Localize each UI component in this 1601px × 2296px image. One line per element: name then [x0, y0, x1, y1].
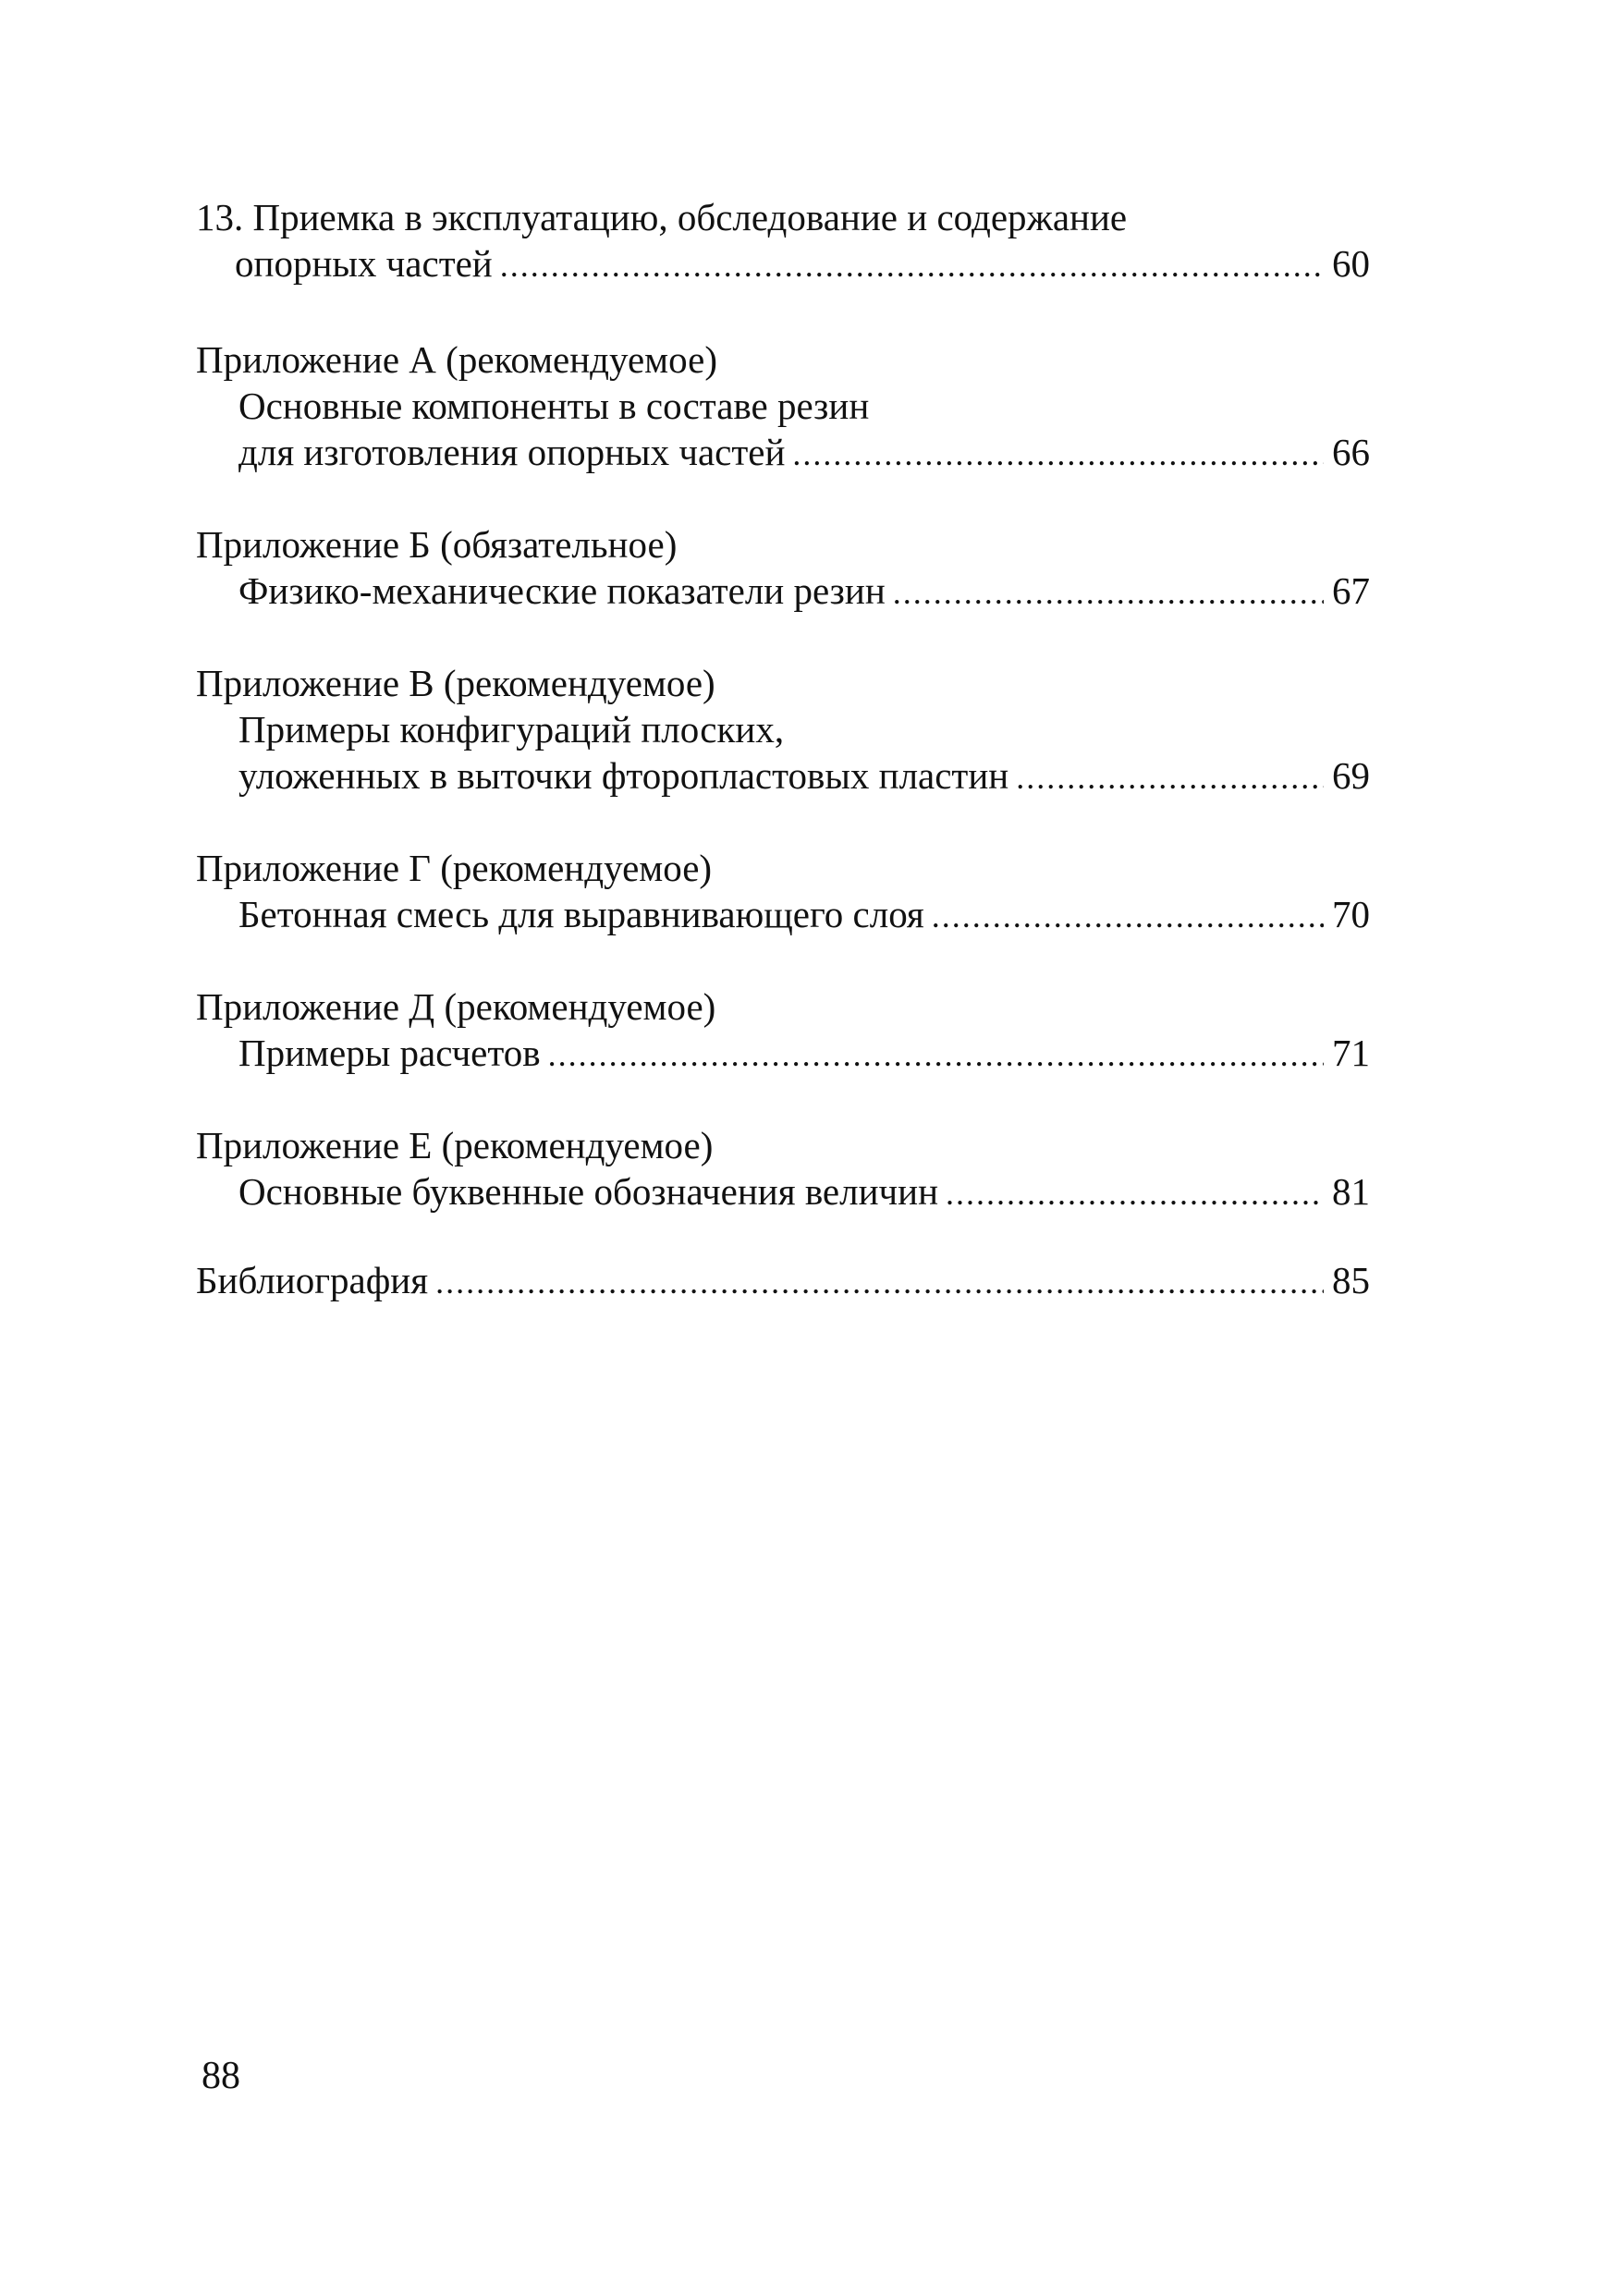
toc-page-number: 60: [1332, 242, 1370, 285]
dot-leader: [792, 431, 1324, 477]
toc-entry-appendix-d: [196, 983, 1370, 1078]
toc-entry-text: опорных частей: [235, 242, 493, 285]
toc-page-number: 67: [1332, 569, 1370, 612]
toc-entry-text: для изготовления опорных частей: [238, 431, 786, 473]
toc-entry-last-line: [196, 1257, 1370, 1305]
dot-leader: [435, 1259, 1324, 1305]
toc-entry-last-line: [196, 1168, 1370, 1216]
toc-entry-title: Приложение Д (рекомендуемое): [196, 985, 716, 1028]
toc-entry-subtitle: Основные компоненты в составе резин: [238, 385, 870, 427]
toc-entry-last-line: [196, 429, 1370, 477]
dot-leader: [946, 1170, 1324, 1216]
table-of-contents: [196, 194, 1370, 1305]
toc-page-number: 70: [1332, 893, 1370, 935]
toc-page-number: 69: [1332, 754, 1370, 797]
toc-entry-title: Приложение В (рекомендуемое): [196, 662, 715, 704]
toc-entry-bibliography: [196, 1257, 1370, 1305]
dot-leader: [1016, 754, 1324, 800]
toc-page-number: 71: [1332, 1032, 1370, 1074]
toc-entry-title: Приложение Г (рекомендуемое): [196, 847, 713, 889]
toc-entry-text: Основные буквенные обозначения величин: [238, 1170, 939, 1213]
toc-entry-last-line: [196, 752, 1370, 800]
toc-entry-title: Приложение Е (рекомендуемое): [196, 1124, 714, 1166]
toc-entry-text: Бетонная смесь для выравнивающего слоя: [238, 893, 924, 935]
toc-entry-title: Приложение А (рекомендуемое): [196, 338, 717, 381]
toc-entry-appendix-v: [196, 660, 1370, 800]
toc-entry-title: 13. Приемка в эксплуатацию, обследование и содержание: [196, 196, 1128, 238]
toc-entry-text: Физико-механические показатели резин: [238, 569, 886, 612]
dot-leader: [500, 242, 1324, 288]
toc-entry-appendix-b: [196, 521, 1370, 616]
toc-entry-last-line: [196, 240, 1370, 288]
toc-entry-text: Примеры расчетов: [238, 1032, 541, 1074]
toc-page-number: 81: [1332, 1170, 1370, 1213]
toc-entry-last-line: [196, 1030, 1370, 1078]
toc-entry-subtitle: Примеры конфигураций плоских,: [238, 708, 785, 751]
toc-page-number: 66: [1332, 431, 1370, 473]
dot-leader: [932, 893, 1324, 939]
toc-entry-text: Библиография: [196, 1259, 429, 1301]
toc-entry-appendix-g: [196, 845, 1370, 939]
dot-leader: [548, 1032, 1324, 1078]
page-number: 88: [202, 2055, 240, 2097]
toc-page-number: 85: [1332, 1259, 1370, 1301]
toc-entry-text: уложенных в выточки фторопластовых пластин: [238, 754, 1009, 797]
toc-entry-appendix-e: [196, 1122, 1370, 1216]
toc-entry-section-13: [196, 194, 1370, 288]
toc-entry-last-line: [196, 891, 1370, 939]
dot-leader: [893, 569, 1324, 616]
toc-entry-title: Приложение Б (обязательное): [196, 523, 678, 566]
toc-entry-last-line: [196, 568, 1370, 616]
toc-entry-appendix-a: [196, 336, 1370, 477]
